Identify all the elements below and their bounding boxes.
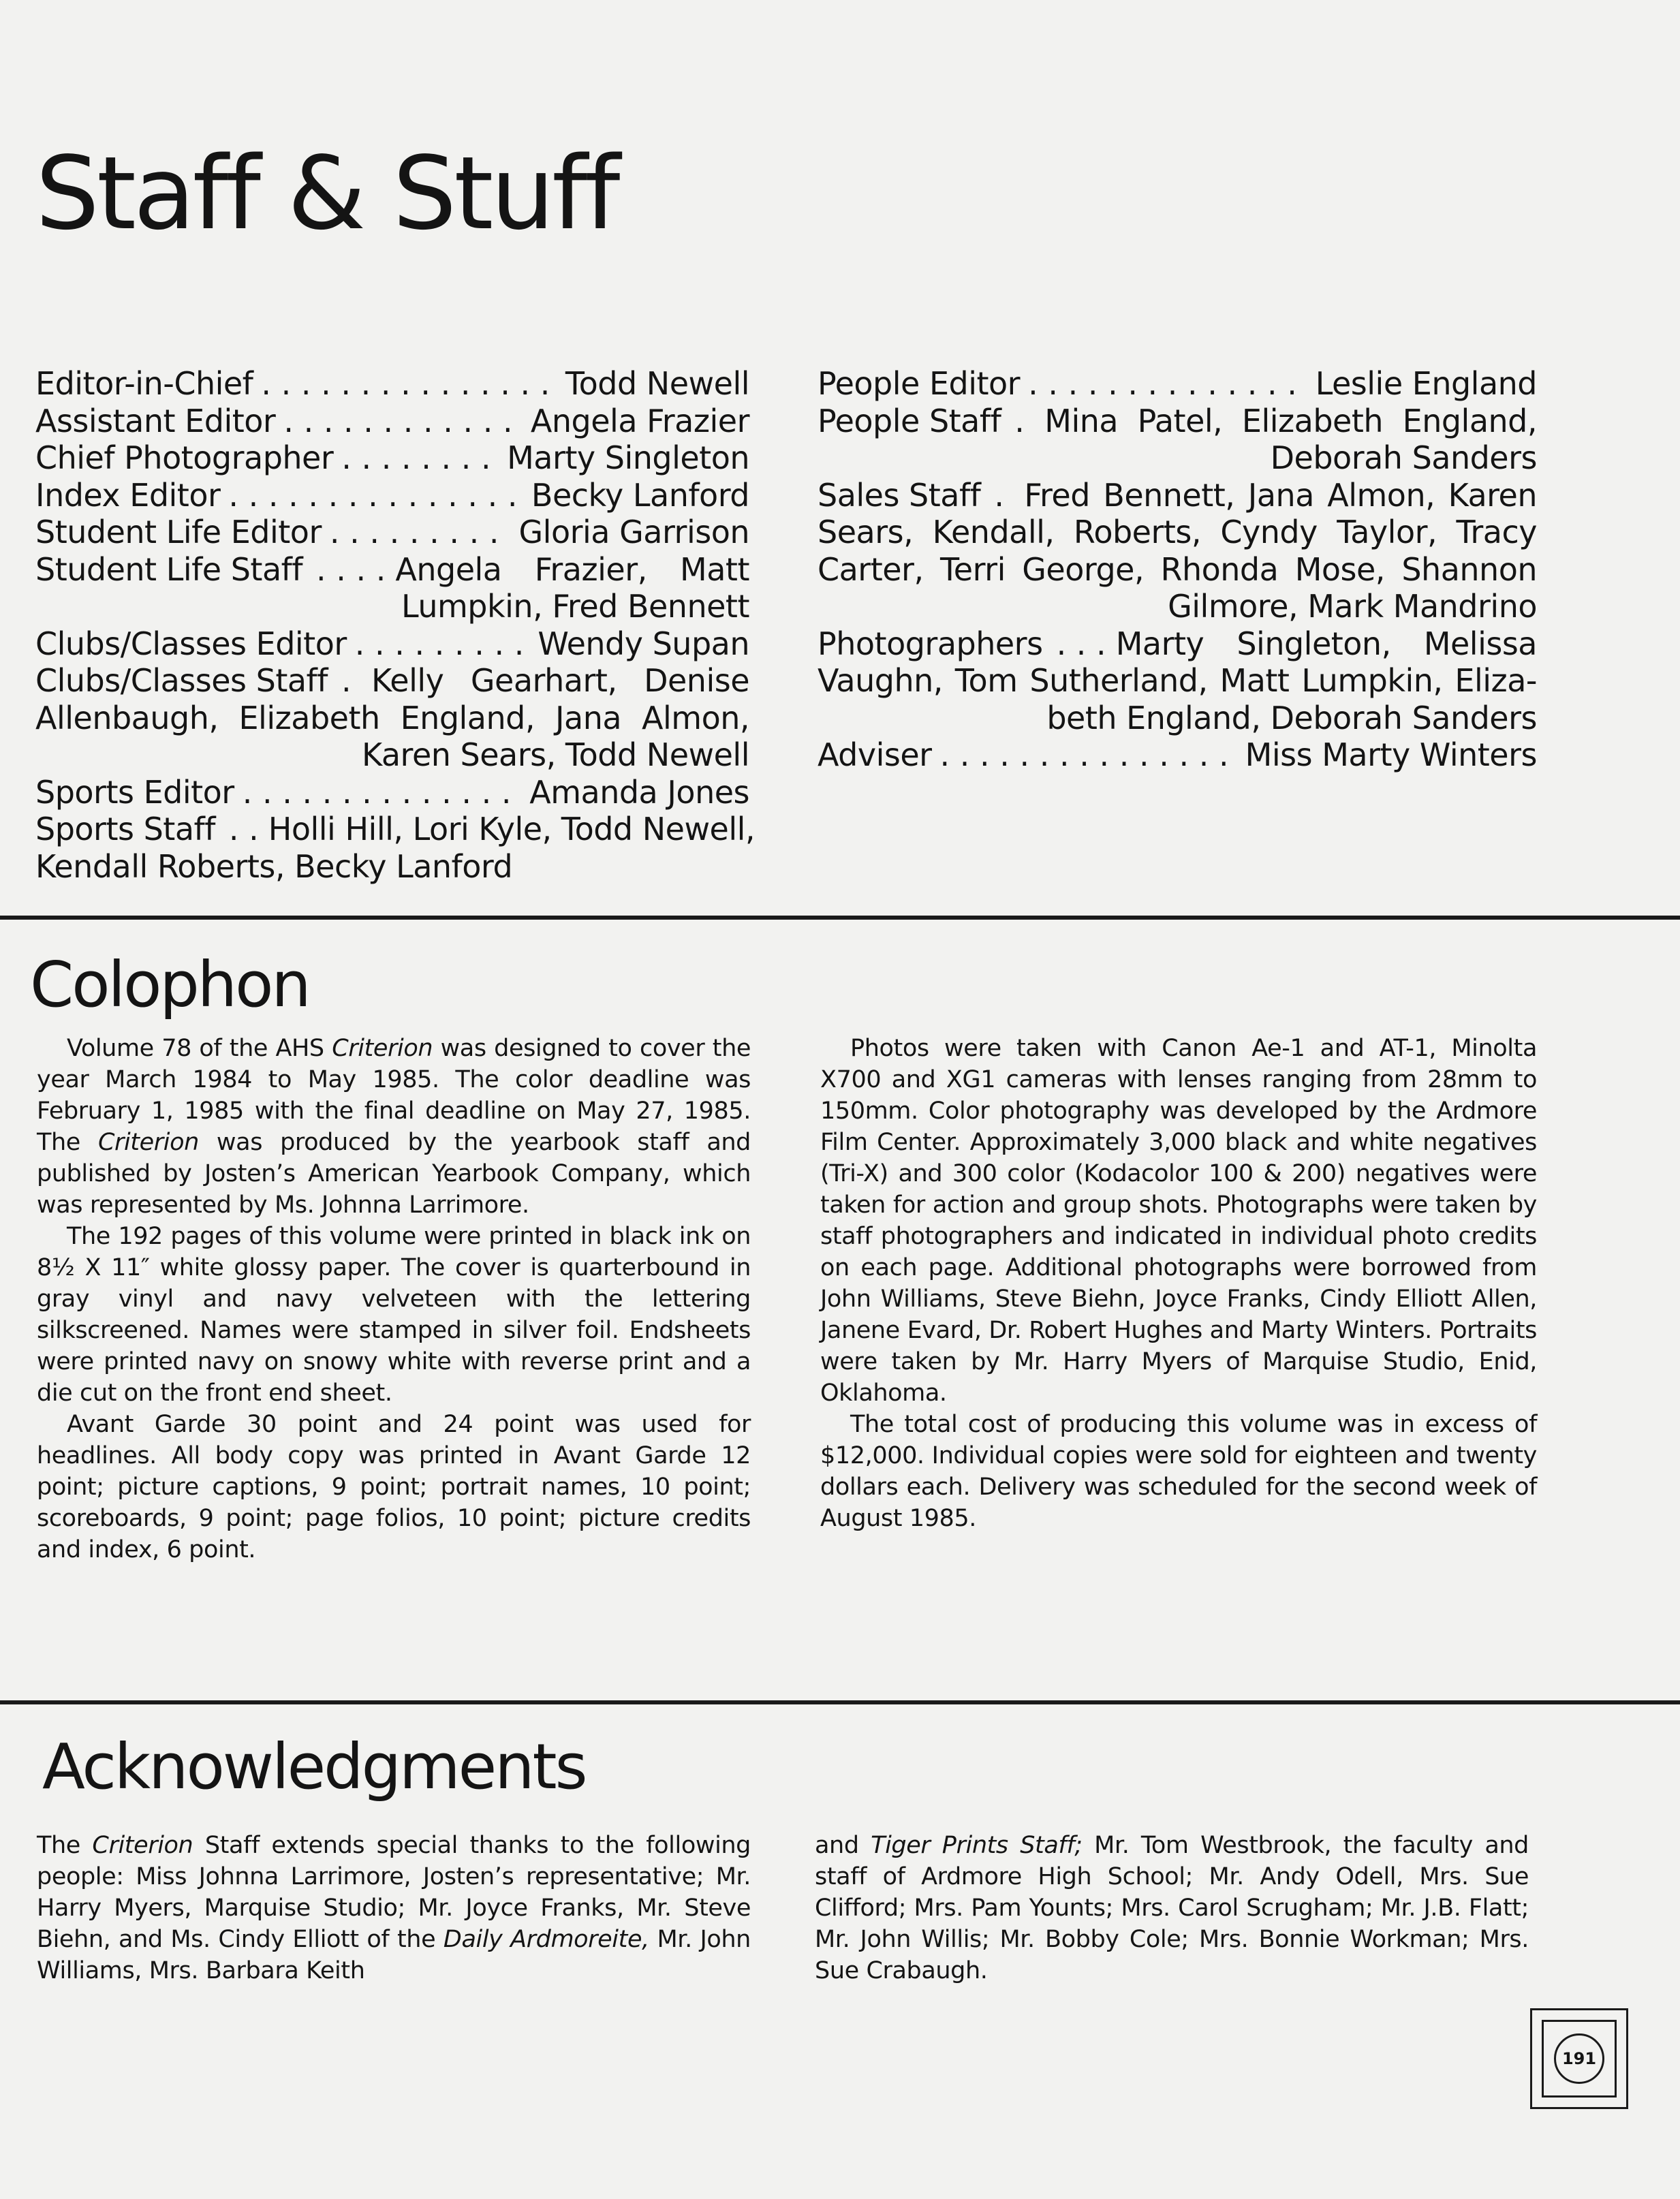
- staff-role: Adviser: [818, 736, 932, 773]
- page-title: Staff & Stuff: [35, 135, 618, 252]
- staff-names: Angela Frazier: [530, 402, 749, 439]
- staff-entry: [35, 365, 749, 403]
- dot-leader: [940, 736, 1237, 774]
- staff-entry: [818, 365, 1537, 403]
- paragraph: Avant Garde 30 point and 24 point was used for headlines. All body copy was printed in Avant Garde 12 point; picture captions, 9 point; portrait names, 10 point; scoreboards, 9 point; page folios, 10 point; picture credits and index, 6 point.: [37, 1411, 751, 1563]
- staff-names: Amanda Jones: [529, 773, 749, 811]
- staff-entry: [818, 403, 1537, 477]
- dot-leader: [316, 551, 386, 589]
- staff-entry: [35, 811, 756, 885]
- staff-entry: [35, 403, 749, 440]
- paragraph: The Criterion Staff extends special thanks to the following people: Miss Johnna Larrimore, Josten’s representative; Mr. Harry Myers, Marquise Studio; Mr. Joyce Franks, Mr. Steve Biehn, and Ms. Cindy Elliott of the Daily Ardmoreite, Mr. John Williams, Mrs. Barbara Keith: [37, 1832, 751, 1984]
- staff-role: Photographers: [818, 625, 1043, 662]
- staff-entry: [35, 439, 749, 477]
- italic-title: Criterion: [92, 1832, 193, 1859]
- paragraph: and Tiger Prints Staff; Mr. Tom Westbrook, the faculty and staff of Ardmore High School; Mr. Andy Odell, Mrs. Sue Clifford; Mrs. Pam Younts; Mrs. Carol Scrugham; Mr. J.B. Flatt; Mr. John Willis; Mr. Bobby Cole; Mrs. Bonnie Workman; Mrs. Sue Crabaugh.: [815, 1832, 1529, 1984]
- staff-entry: [35, 551, 749, 625]
- dot-leader: [341, 439, 499, 477]
- staff-entry: [35, 477, 749, 514]
- dot-leader: [228, 477, 523, 514]
- dot-leader: [229, 811, 259, 848]
- staff-role: Sports Staff: [35, 811, 215, 847]
- dot-leader: [243, 774, 522, 811]
- paragraph: The 192 pages of this volume were printed in black ink on 8½ X 11″ white glossy paper. The cover is quarterbound in gray vinyl and navy velveteen with the lettering silkscreened. Names were stamped in silver foil. Endsheets were printed navy on snowy white with reverse print and a die cut on the front end sheet.: [37, 1223, 751, 1407]
- paragraph: Photos were taken with Canon Ae-1 and AT-1, Minolta X700 and XG1 cameras with lenses ranging from 28mm to 150mm. Color photography was developed by the Ardmore Film Center. Approximately 3,000 black and white negatives (Tri-X) and 300 color (Kodacolor 100 & 200) negatives were taken for action and group shots. Photographs were taken by staff photographers and indicated in individual photo credits on each page. Additional photographs were borrowed from John Williams, Steve Biehn, Joyce Franks, Cindy Elliott Allen, Janene Evard, Dr. Robert Hughes and Marty Winters. Portraits were taken by Mr. Harry Myers of Marquise Studio, Enid, Oklahoma.: [820, 1035, 1537, 1407]
- staff-names: Marty Singleton: [507, 439, 749, 476]
- staff-role: Editor-in-Chief: [35, 365, 253, 402]
- paragraph: Volume 78 of the AHS Criterion was designed to cover the year March 1984 to May 1985. The color deadline was February 1, 1985 with the final deadline on May 27, 1985. The Criterion was produced by the yearbook staff and published by Josten’s American Yearbook Company, which was represented by Ms. Johnna Larrimore.: [37, 1035, 751, 1219]
- staff-names: Mina Patel, Elizabeth England,: [1044, 402, 1537, 439]
- staff-names-continued: Kendall Roberts, Becky Lanford: [35, 847, 513, 885]
- staff-names: Fred Bennett, Jana Almon, Karen: [1024, 476, 1537, 514]
- dot-leader: [994, 477, 1014, 514]
- dot-leader: [341, 662, 362, 700]
- staff-names: Todd Newell: [565, 365, 749, 402]
- staff-role: People Staff: [818, 402, 1001, 439]
- staff-names: Holli Hill, Lori Kyle, Todd Newell,: [268, 811, 756, 847]
- italic-title: Criterion: [332, 1035, 433, 1062]
- staff-entry: [35, 774, 749, 811]
- staff-role: Index Editor: [35, 476, 221, 514]
- staff-role: Clubs/Classes Editor: [35, 625, 347, 662]
- dot-leader: [330, 514, 511, 551]
- staff-entry: [35, 625, 749, 663]
- acknowledgments-left-column: [37, 1830, 751, 1986]
- colophon-right-column: [820, 1033, 1537, 1534]
- italic-title: Tiger Prints Staff;: [871, 1832, 1083, 1859]
- staff-list-left: [35, 365, 756, 885]
- dot-leader: [1014, 403, 1035, 440]
- colophon-title: Colophon: [30, 948, 309, 1021]
- staff-names-continued: Deborah Sanders: [1270, 439, 1537, 476]
- staff-names: Kelly Gearhart, Denise: [371, 662, 749, 699]
- section-divider: [0, 916, 1680, 920]
- staff-names: Gloria Garrison: [518, 514, 749, 550]
- staff-role: Student Life Editor: [35, 514, 322, 550]
- staff-role: Chief Photographer: [35, 439, 334, 476]
- staff-names: Miss Marty Winters: [1245, 736, 1537, 773]
- dot-leader: [283, 403, 523, 440]
- staff-names: Marty Singleton, Melissa: [1115, 625, 1537, 662]
- staff-names-continued: Vaughn, Tom Sutherland, Matt Lumpkin, Eliza- beth England, Deborah Sanders: [818, 662, 1537, 736]
- staff-entry: [35, 514, 749, 551]
- staff-names-continued: Allenbaugh, Elizabeth England, Jana Almon, Karen Sears, Todd Newell: [35, 699, 749, 773]
- staff-role: Sports Editor: [35, 773, 234, 811]
- dot-leader: [1028, 365, 1307, 403]
- staff-list-right: [818, 365, 1537, 774]
- paragraph: The total cost of producing this volume was in excess of $12,000. Individual copies were sold for eighteen and twenty dollars each. Delivery was scheduled for the second week of August 1985.: [820, 1411, 1537, 1532]
- section-divider: [0, 1700, 1680, 1704]
- dot-leader: [261, 365, 557, 403]
- staff-entry: [818, 736, 1537, 774]
- staff-entry: [818, 477, 1537, 625]
- staff-role: Assistant Editor: [35, 402, 276, 439]
- staff-names-continued: Sears, Kendall, Roberts, Cyndy Taylor, Tracy Carter, Terri George, Rhonda Mose, Shannon Gilmore, Mark Mandrino: [818, 514, 1537, 625]
- staff-names: Wendy Supan: [538, 625, 749, 662]
- page-folio: [1530, 2008, 1628, 2109]
- acknowledgments-title: Acknowledgments: [42, 1730, 586, 1803]
- italic-title: Criterion: [97, 1129, 199, 1156]
- staff-role: Sales Staff: [818, 476, 981, 514]
- staff-names: Becky Lanford: [531, 476, 749, 514]
- staff-names-continued: Lumpkin, Fred Bennett: [401, 588, 749, 625]
- staff-role: People Editor: [818, 365, 1021, 402]
- staff-entry: [818, 625, 1537, 737]
- staff-role: Clubs/Classes Staff: [35, 662, 328, 699]
- staff-names: Angela Frazier, Matt: [395, 550, 749, 588]
- acknowledgments-right-column: [815, 1830, 1529, 1986]
- dot-leader: [355, 625, 530, 663]
- colophon-left-column: [37, 1033, 751, 1565]
- staff-entry: [35, 662, 749, 774]
- dot-leader: [1057, 625, 1106, 663]
- italic-title: Daily Ardmoreite,: [443, 1926, 649, 1953]
- staff-role: Student Life Staff: [35, 550, 303, 588]
- staff-names: Leslie England: [1315, 365, 1537, 402]
- page-number: 191: [1554, 2033, 1604, 2084]
